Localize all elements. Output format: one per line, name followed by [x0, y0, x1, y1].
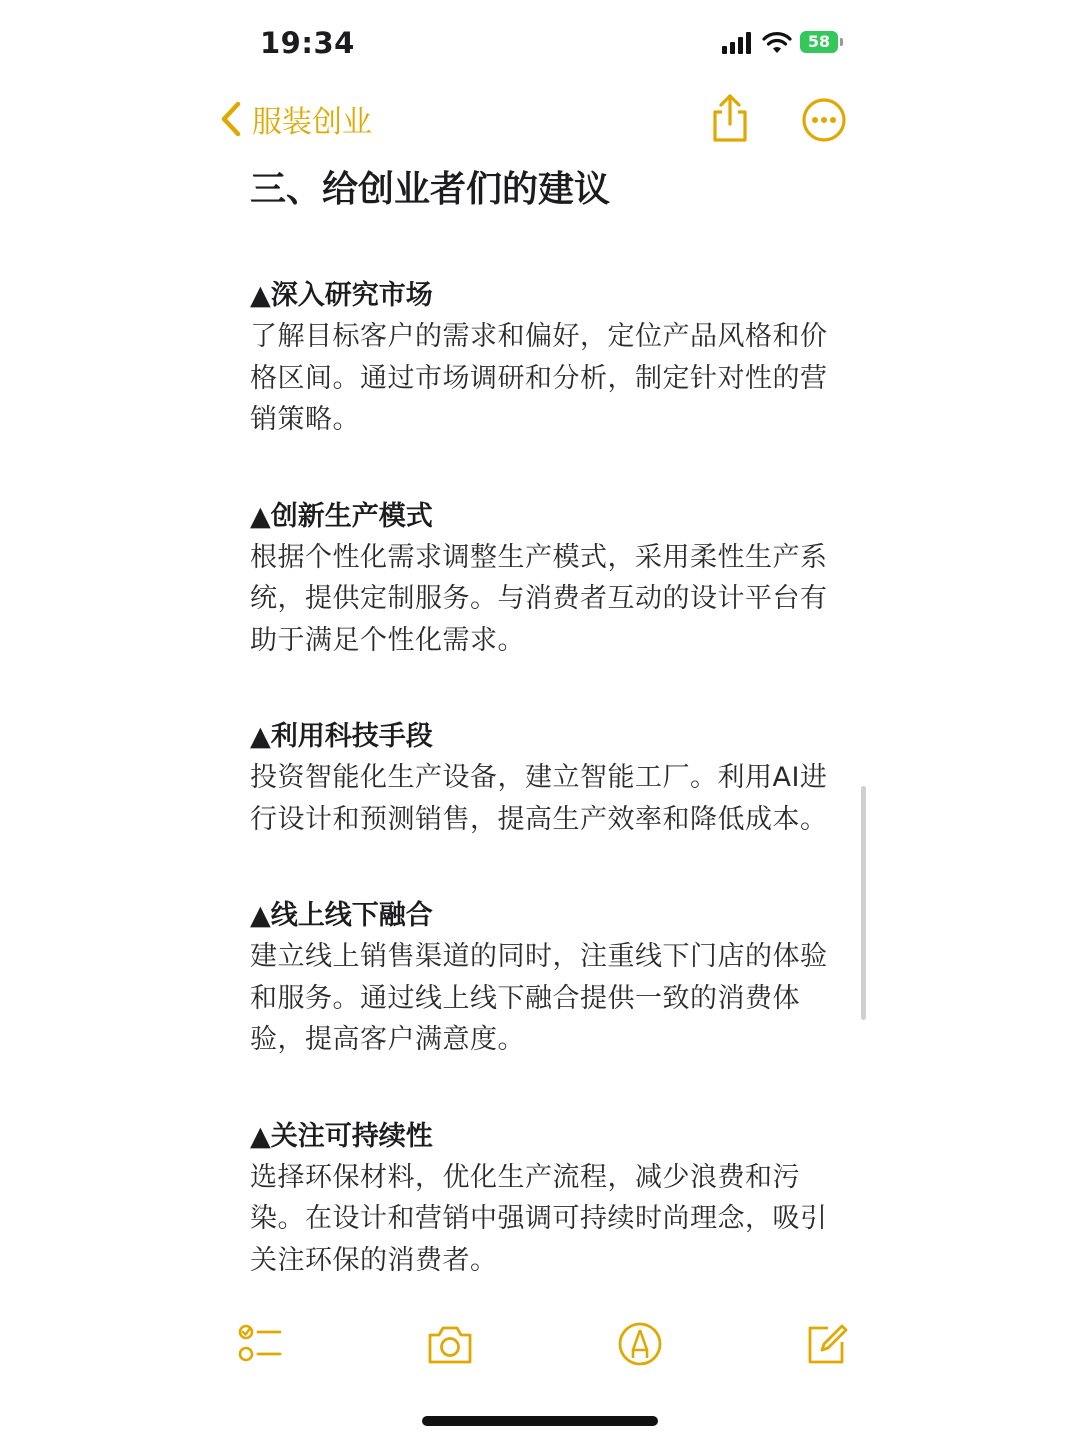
- section-body: 选择环保材料，优化生产流程，减少浪费和污染。在设计和营销中强调可持续时尚理念，吸引关注环保的消费者。: [250, 1161, 828, 1276]
- battery-level: 58: [807, 32, 831, 51]
- share-icon[interactable]: [706, 92, 754, 144]
- note-content[interactable]: [250, 150, 830, 1298]
- home-indicator[interactable]: [422, 1416, 658, 1426]
- scroll-indicator[interactable]: [861, 786, 866, 1020]
- chevron-left-icon: [218, 101, 244, 137]
- note-section: [250, 497, 830, 662]
- section-title: ▲深入研究市场: [250, 280, 433, 311]
- section-title: ▲线上线下融合: [250, 900, 433, 931]
- checklist-icon[interactable]: [236, 1320, 284, 1368]
- note-section: [250, 896, 830, 1061]
- battery-tip: [840, 38, 843, 46]
- markup-icon[interactable]: [616, 1320, 664, 1368]
- note-section: [250, 1117, 830, 1282]
- note-section: [250, 717, 830, 840]
- status-bar: [0, 0, 1080, 84]
- section-body: 了解目标客户的需求和偏好，定位产品风格和价格区间。通过市场调研和分析，制定针对性的营销策略。: [250, 321, 828, 435]
- section-body: 根据个性化需求调整生产模式，采用柔性生产系统，提供定制服务。与消费者互动的设计平台有助于满足个性化需求。: [250, 541, 828, 656]
- back-button[interactable]: [218, 94, 372, 144]
- note-heading: 三、给创业者们的建议: [250, 169, 611, 210]
- more-icon[interactable]: [800, 96, 848, 144]
- signal-icon: [722, 32, 754, 54]
- status-icons: [722, 28, 792, 58]
- battery-icon: [800, 31, 838, 53]
- section-title: ▲创新生产模式: [250, 500, 433, 532]
- compose-icon[interactable]: [802, 1320, 850, 1368]
- section-body: 投资智能化生产设备，建立智能工厂。利用AI进行设计和预测销售，提高生产效率和降低成本。: [250, 762, 828, 835]
- back-label: 服装创业: [252, 105, 372, 140]
- section-title: ▲利用科技手段: [250, 721, 433, 752]
- status-time: 19:34: [260, 26, 355, 60]
- camera-icon[interactable]: [426, 1320, 474, 1368]
- section-body: 建立线上销售渠道的同时，注重线下门店的体验和服务。通过线上线下融合提供一致的消费体验，提高客户满意度。: [250, 941, 828, 1055]
- bottom-toolbar: [0, 1300, 1080, 1400]
- note-section: [250, 276, 830, 441]
- nav-bar: [0, 88, 1080, 148]
- section-title: ▲关注可持续性: [250, 1120, 433, 1152]
- wifi-icon: [762, 32, 792, 54]
